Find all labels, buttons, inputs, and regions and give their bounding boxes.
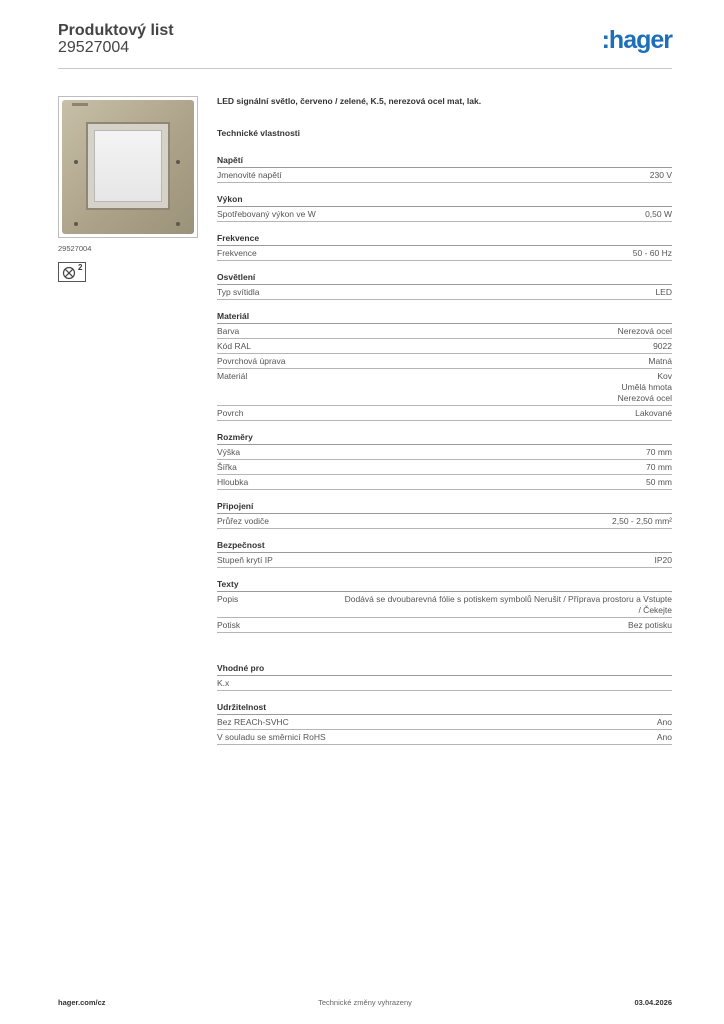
page-footer: [58, 998, 672, 1012]
led-lens: [94, 130, 162, 202]
spec-section: [217, 540, 672, 568]
spec-section: [217, 311, 672, 421]
spec-value: 2,50 - 2,50 mm²: [612, 516, 672, 526]
spec-value: Kov Umělá hmota Nerezová ocel: [617, 371, 672, 403]
product-image: [58, 96, 198, 238]
spec-section: [217, 155, 672, 183]
screw-hole: [74, 160, 78, 164]
product-description: LED signální světlo, červeno / zelené, K.5, nerezová ocel mat, lak.: [217, 96, 482, 106]
spec-label: Potisk: [217, 620, 241, 630]
section-title: Napětí: [217, 155, 672, 168]
technical-content: [217, 96, 672, 756]
screw-hole: [176, 160, 180, 164]
lamp-cross-icon: [62, 266, 76, 280]
spec-row: [217, 592, 672, 618]
screw-hole: [176, 222, 180, 226]
section-spacer: [217, 644, 672, 663]
spec-value: 50 mm: [646, 477, 672, 487]
spec-row: [217, 406, 672, 421]
spec-label: Výška: [217, 447, 241, 457]
plate-marking: [72, 103, 88, 106]
spec-value: Ano: [656, 717, 672, 727]
spec-row: [217, 369, 672, 406]
document-header: [58, 22, 672, 70]
section-title: Materiál: [217, 311, 672, 324]
spec-section: [217, 432, 672, 490]
section-title: Bezpečnost: [217, 540, 672, 553]
section-title: Rozměry: [217, 432, 672, 445]
section-title: Texty: [217, 579, 672, 592]
spec-row: [217, 339, 672, 354]
spec-row: [217, 715, 672, 730]
hager-logo: :hager: [601, 26, 672, 54]
lamp-symbol-superscript: 2: [78, 263, 83, 272]
cover-plate: [62, 100, 194, 234]
spec-row: [217, 445, 672, 460]
section-title: Vhodné pro: [217, 663, 672, 676]
spec-value: 70 mm: [646, 447, 672, 457]
spec-label: Povrch: [217, 408, 244, 418]
spec-label: Povrchová úprava: [217, 356, 286, 366]
spec-value: LED: [655, 287, 672, 297]
section-title: Připojení: [217, 501, 672, 514]
section-title: Osvětlení: [217, 272, 672, 285]
spec-row: [217, 676, 672, 691]
spec-row: [217, 460, 672, 475]
spec-row: [217, 285, 672, 300]
spec-section: [217, 663, 672, 691]
spec-value: Nerezová ocel: [617, 326, 672, 336]
footer-website: hager.com/cz: [58, 998, 106, 1007]
spec-value: Dodává se dvoubarevná fólie s potiskem symbolů Nerušit / Příprava prostoru a Vstupte / Čekejte: [344, 594, 672, 615]
spec-section: [217, 702, 672, 745]
led-frame: [86, 122, 170, 210]
spec-value: 9022: [653, 341, 672, 351]
spec-value: Ano: [656, 732, 672, 742]
spec-row: [217, 618, 672, 633]
lamp-symbol: [58, 262, 86, 282]
spec-label: Frekvence: [217, 248, 257, 258]
spec-section: [217, 579, 672, 633]
technical-heading: Technické vlastnosti: [217, 128, 300, 138]
header-divider: [58, 68, 672, 69]
spec-row: [217, 246, 672, 261]
spec-section: [217, 233, 672, 261]
spec-row: [217, 168, 672, 183]
spec-label: Jmenovité napětí: [217, 170, 282, 180]
spec-row: [217, 730, 672, 745]
spec-label: V souladu se směrnicí RoHS: [217, 732, 326, 742]
spec-label: Kód RAL: [217, 341, 252, 351]
spec-label: Popis: [217, 594, 239, 604]
spec-label: Barva: [217, 326, 240, 336]
image-caption: 29527004: [58, 244, 92, 253]
spec-row: [217, 324, 672, 339]
footer-date: 03.04.2026: [634, 998, 672, 1007]
spec-section: [217, 194, 672, 222]
spec-value: 0,50 W: [645, 209, 672, 219]
spec-label: Stupeň krytí IP: [217, 555, 273, 565]
spec-value: 50 - 60 Hz: [632, 248, 672, 258]
spec-row: [217, 354, 672, 369]
spec-value: Lakované: [635, 408, 672, 418]
spec-value: [229, 678, 672, 689]
spec-label: K.x: [217, 678, 230, 688]
spec-value: Matná: [648, 356, 672, 366]
spec-label: Spotřebovaný výkon ve W: [217, 209, 316, 219]
spec-row: [217, 207, 672, 222]
section-title: Výkon: [217, 194, 672, 207]
screw-hole: [74, 222, 78, 226]
spec-label: Typ svítidla: [217, 287, 260, 297]
spec-section: [217, 272, 672, 300]
page-title: Produktový list: [58, 22, 174, 39]
spec-label: Průřez vodiče: [217, 516, 269, 526]
spec-row: [217, 514, 672, 529]
footer-note: Technické změny vyhrazeny: [318, 998, 412, 1007]
spec-label: Šířka: [217, 462, 237, 472]
spec-section: [217, 501, 672, 529]
spec-label: Hloubka: [217, 477, 249, 487]
spec-value: IP20: [654, 555, 672, 565]
spec-value: 70 mm: [646, 462, 672, 472]
spec-label: Materiál: [217, 371, 248, 381]
spec-sections: [217, 155, 672, 745]
spec-label: Bez REACh-SVHC: [217, 717, 289, 727]
section-title: Frekvence: [217, 233, 672, 246]
spec-value: 230 V: [649, 170, 672, 180]
spec-row: [217, 475, 672, 490]
product-number: 29527004: [58, 39, 130, 56]
section-title: Udržitelnost: [217, 702, 672, 715]
spec-value: Bez potisku: [628, 620, 672, 630]
spec-row: [217, 553, 672, 568]
